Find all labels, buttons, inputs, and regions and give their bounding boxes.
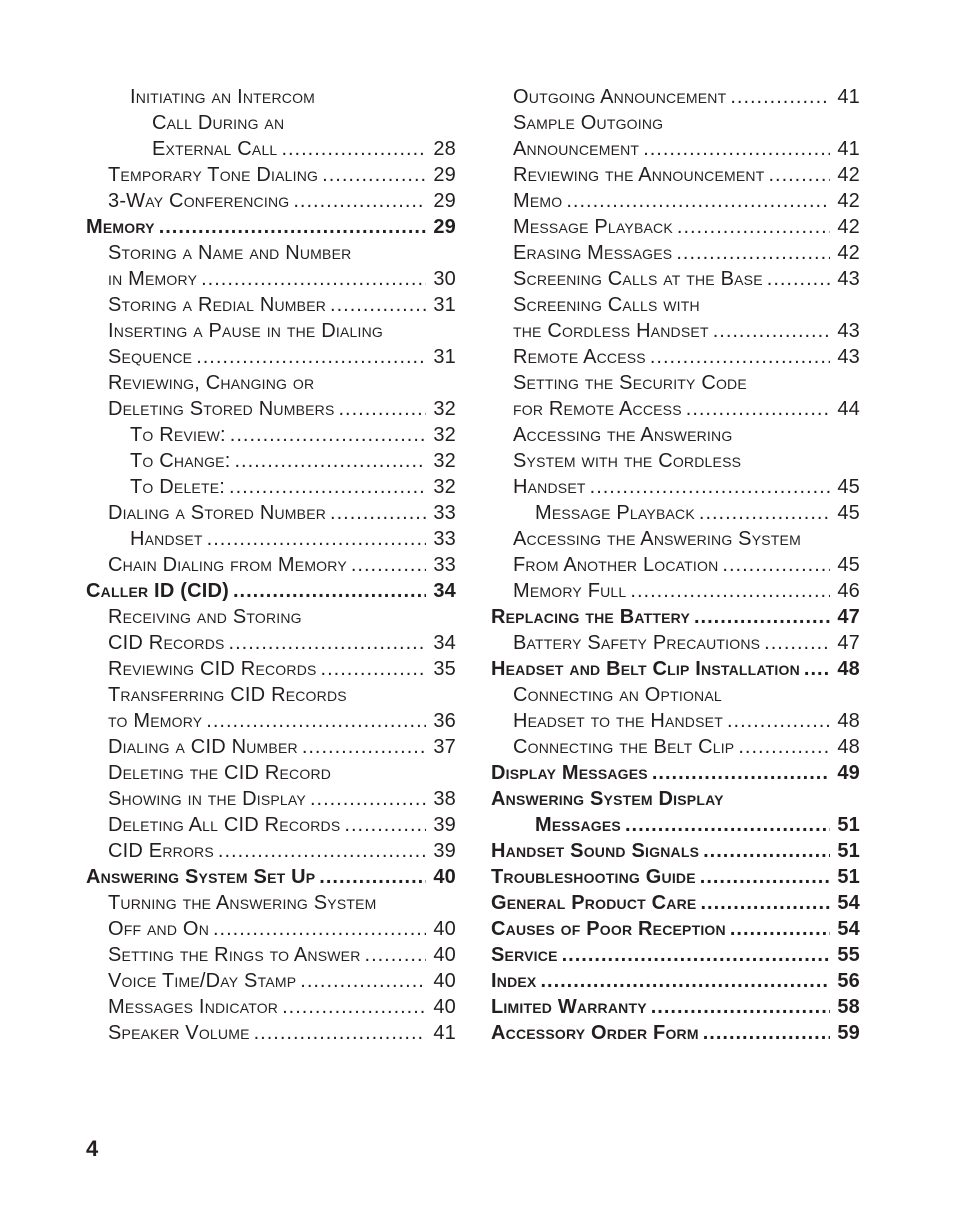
toc-entry — [491, 344, 860, 370]
toc-leader-dots — [804, 656, 830, 682]
toc-entry-page: 45 — [837, 554, 860, 576]
toc-entry-page: 40 — [433, 996, 456, 1018]
toc-entry-title: Turning the Answering System — [108, 892, 377, 914]
toc-leader-dots — [730, 916, 830, 942]
toc-entry — [86, 890, 456, 916]
toc-entry-page: 41 — [837, 138, 860, 160]
page-number: 4 — [86, 1136, 99, 1161]
toc-entry — [491, 734, 860, 760]
toc-entry-title: Off and On — [108, 918, 209, 940]
toc-leader-dots — [207, 526, 426, 552]
toc-entry-title: Call During an — [152, 112, 285, 134]
toc-entry-page: 29 — [433, 216, 456, 238]
toc-entry-title: Storing a Name and Number — [108, 242, 352, 264]
toc-entry — [86, 474, 456, 500]
toc-entry-page: 32 — [433, 424, 456, 446]
toc-entry-page: 54 — [837, 892, 860, 914]
toc-leader-dots — [344, 812, 426, 838]
toc-leader-dots — [686, 396, 830, 422]
toc-leader-dots — [676, 240, 830, 266]
toc-leader-dots — [643, 136, 830, 162]
toc-leader-dots — [319, 864, 426, 890]
toc-entry — [86, 500, 456, 526]
toc-entry-title: Service — [491, 944, 558, 966]
toc-entry-page: 44 — [837, 398, 860, 420]
toc-entry — [86, 604, 456, 630]
toc-entry-title: Receiving and Storing — [108, 606, 302, 628]
toc-entry-title: Message Playback — [513, 216, 673, 238]
toc-entry — [86, 942, 456, 968]
toc-entry-page: 31 — [433, 346, 456, 368]
toc-entry-title: Reviewing, Changing or — [108, 372, 315, 394]
toc-entry — [86, 578, 456, 604]
toc-entry — [491, 500, 860, 526]
toc-entry-page: 48 — [837, 736, 860, 758]
toc-leader-dots — [330, 500, 426, 526]
toc-leader-dots — [300, 968, 426, 994]
toc-entry — [491, 916, 860, 942]
toc-entry-title: Memo — [513, 190, 563, 212]
toc-entry-page: 34 — [433, 632, 456, 654]
toc-entry-title: Answering System Set Up — [86, 866, 316, 888]
toc-entry — [86, 682, 456, 708]
toc-entry-title: Initiating an Intercom — [130, 86, 316, 108]
toc-entry-title: Erasing Messages — [513, 242, 673, 264]
toc-entry-page: 45 — [837, 502, 860, 524]
toc-leader-dots — [768, 162, 830, 188]
toc-entry-page: 42 — [837, 216, 860, 238]
toc-entry-title: Deleting All CID Records — [108, 814, 341, 836]
toc-entry-title: Outgoing Announcement — [513, 86, 727, 108]
toc-leader-dots — [540, 968, 830, 994]
toc-entry-title: Sample Outgoing — [513, 112, 664, 134]
toc-entry — [86, 448, 456, 474]
toc-entry — [491, 1020, 860, 1046]
toc-entry-page: 46 — [837, 580, 860, 602]
toc-leader-dots — [727, 708, 830, 734]
toc-entry — [491, 604, 860, 630]
toc-leader-dots — [281, 136, 426, 162]
toc-leader-dots — [196, 344, 426, 370]
toc-left-column — [86, 84, 456, 1046]
toc-entry-page: 30 — [433, 268, 456, 290]
toc-entry — [491, 656, 860, 682]
toc-entry-title: to Memory — [108, 710, 203, 732]
toc-entry-title: Screening Calls with — [513, 294, 700, 316]
toc-entry — [86, 292, 456, 318]
toc-entry — [86, 526, 456, 552]
toc-entry-title: Showing in the Display — [108, 788, 306, 810]
toc-entry-title: Temporary Tone Dialing — [108, 164, 319, 186]
toc-entry-title: System with the Cordless — [513, 450, 742, 472]
toc-entry-page: 40 — [433, 944, 456, 966]
toc-entry-page: 40 — [433, 866, 456, 888]
toc-entry — [86, 994, 456, 1020]
toc-entry-title: for Remote Access — [513, 398, 682, 420]
toc-entry-title: To Review: — [130, 424, 226, 446]
toc-leader-dots — [365, 942, 426, 968]
toc-entry — [491, 890, 860, 916]
toc-entry-title: Answering System Display — [491, 788, 724, 810]
toc-entry — [86, 916, 456, 942]
toc-leader-dots — [310, 786, 426, 812]
toc-entry-page: 33 — [433, 554, 456, 576]
toc-entry-page: 42 — [837, 164, 860, 186]
toc-entry — [491, 864, 860, 890]
toc-entry-title: Sequence — [108, 346, 193, 368]
toc-leader-dots — [562, 942, 830, 968]
toc-entry-page: 54 — [837, 918, 860, 940]
toc-entry — [86, 708, 456, 734]
toc-entry-title: External Call — [152, 138, 278, 160]
toc-entry-page: 51 — [837, 866, 860, 888]
toc-entry — [491, 578, 860, 604]
toc-leader-dots — [699, 500, 830, 526]
toc-entry-title: Battery Safety Precautions — [513, 632, 761, 654]
toc-entry — [491, 526, 860, 552]
toc-entry — [491, 994, 860, 1020]
toc-entry-page: 51 — [837, 840, 860, 862]
toc-entry-title: Caller ID (CID) — [86, 580, 229, 602]
toc-entry-page: 39 — [433, 814, 456, 836]
toc-entry-title: Chain Dialing from Memory — [108, 554, 347, 576]
toc-leader-dots — [351, 552, 426, 578]
toc-entry-title: Headset to the Handset — [513, 710, 723, 732]
toc-leader-dots — [677, 214, 830, 240]
toc-entry-page: 43 — [837, 320, 860, 342]
toc-leader-dots — [700, 890, 830, 916]
toc-entry — [491, 708, 860, 734]
toc-leader-dots — [206, 708, 426, 734]
toc-leader-dots — [713, 318, 830, 344]
toc-entry-page: 32 — [433, 450, 456, 472]
toc-entry — [491, 318, 860, 344]
toc-entry — [491, 422, 860, 448]
toc-entry-title: Storing a Redial Number — [108, 294, 327, 316]
toc-entry-page: 31 — [433, 294, 456, 316]
toc-entry — [86, 838, 456, 864]
toc-leader-dots — [339, 396, 427, 422]
toc-entry-title: Accessory Order Form — [491, 1022, 699, 1044]
toc-entry — [86, 864, 456, 890]
toc-entry — [86, 318, 456, 344]
toc-leader-dots — [738, 734, 830, 760]
toc-entry — [491, 188, 860, 214]
toc-entry — [491, 266, 860, 292]
toc-entry-title: Reviewing CID Records — [108, 658, 317, 680]
toc-leader-dots — [322, 162, 426, 188]
toc-leader-dots — [293, 188, 426, 214]
toc-entry — [491, 84, 860, 110]
toc-leader-dots — [703, 1020, 830, 1046]
toc-entry-title: Remote Access — [513, 346, 646, 368]
toc-entry-page: 33 — [433, 502, 456, 524]
toc-entry-title: Handset — [513, 476, 586, 498]
toc-entry-title: Message Playback — [535, 502, 695, 524]
toc-entry — [491, 136, 860, 162]
toc-entry-title: Connecting the Belt Clip — [513, 736, 735, 758]
toc-entry-page: 49 — [837, 762, 860, 784]
toc-leader-dots — [722, 552, 830, 578]
toc-entry-page: 41 — [433, 1022, 456, 1044]
toc-entry-title: To Change: — [130, 450, 231, 472]
toc-entry-page: 59 — [837, 1022, 860, 1044]
toc-entry — [86, 136, 456, 162]
toc-leader-dots — [700, 864, 830, 890]
toc-entry-title: 3-Way Conferencing — [108, 190, 290, 212]
toc-entry — [86, 630, 456, 656]
toc-leader-dots — [566, 188, 830, 214]
toc-entry-page: 43 — [837, 346, 860, 368]
toc-entry-title: Index — [491, 970, 537, 992]
toc-entry — [86, 110, 456, 136]
toc-entry-title: Messages — [535, 814, 621, 836]
toc-entry — [491, 396, 860, 422]
toc-leader-dots — [321, 656, 426, 682]
toc-entry-page: 40 — [433, 918, 456, 940]
toc-entry — [491, 474, 860, 500]
toc-entry-title: Screening Calls at the Base — [513, 268, 763, 290]
toc-leader-dots — [213, 916, 426, 942]
toc-leader-dots — [625, 812, 830, 838]
toc-entry — [86, 786, 456, 812]
toc-leader-dots — [233, 578, 426, 604]
toc-leader-dots — [767, 266, 830, 292]
toc-entry — [86, 188, 456, 214]
toc-entry-page: 48 — [837, 658, 860, 680]
toc-leader-dots — [730, 84, 830, 110]
toc-entry-page: 47 — [837, 632, 860, 654]
toc-entry — [491, 214, 860, 240]
toc-entry — [491, 760, 860, 786]
toc-leader-dots — [229, 630, 426, 656]
toc-entry-title: Connecting an Optional — [513, 684, 722, 706]
toc-entry — [86, 812, 456, 838]
toc-entry — [491, 682, 860, 708]
toc-leader-dots — [330, 292, 426, 318]
toc-entry — [86, 396, 456, 422]
toc-entry-page: 40 — [433, 970, 456, 992]
toc-entry — [86, 84, 456, 110]
toc-entry-title: Setting the Security Code — [513, 372, 747, 394]
toc-leader-dots — [650, 344, 830, 370]
toc-entry-title: Speaker Volume — [108, 1022, 250, 1044]
toc-entry-title: Causes of Poor Reception — [491, 918, 726, 940]
toc-leader-dots — [630, 578, 830, 604]
toc-entry-page: 45 — [837, 476, 860, 498]
toc-entry — [491, 292, 860, 318]
toc-entry-title: Dialing a Stored Number — [108, 502, 327, 524]
toc-entry-title: Troubleshooting Guide — [491, 866, 696, 888]
toc-entry-title: Transferring CID Records — [108, 684, 347, 706]
toc-entry-page: 32 — [433, 398, 456, 420]
toc-entry-page: 47 — [837, 606, 860, 628]
toc-entry-page: 41 — [837, 86, 860, 108]
toc-entry — [86, 214, 456, 240]
toc-entry-title: CID Records — [108, 632, 225, 654]
toc-entry-title: CID Errors — [108, 840, 214, 862]
toc-entry-page: 34 — [433, 580, 456, 602]
toc-entry-title: Deleting Stored Numbers — [108, 398, 335, 420]
toc-entry-title: Deleting the CID Record — [108, 762, 332, 784]
toc-entry — [491, 812, 860, 838]
toc-entry-page: 35 — [433, 658, 456, 680]
toc-leader-dots — [159, 214, 426, 240]
toc-leader-dots — [590, 474, 830, 500]
toc-leader-dots — [201, 266, 426, 292]
toc-entry-page: 36 — [433, 710, 456, 732]
toc-leader-dots — [651, 994, 830, 1020]
toc-entry — [86, 1020, 456, 1046]
toc-entry — [491, 838, 860, 864]
toc-entry — [491, 630, 860, 656]
toc-entry-page: 29 — [433, 190, 456, 212]
toc-entry-title: Messages Indicator — [108, 996, 279, 1018]
toc-entry-title: Voice Time/Day Stamp — [108, 970, 297, 992]
toc-leader-dots — [230, 422, 426, 448]
toc-entry-page: 43 — [837, 268, 860, 290]
toc-entry-page: 58 — [837, 996, 860, 1018]
toc-entry — [86, 240, 456, 266]
toc-entry — [491, 552, 860, 578]
toc-entry — [86, 656, 456, 682]
toc-entry-title: Announcement — [513, 138, 640, 160]
toc-entry — [86, 422, 456, 448]
toc-entry-title: Display Messages — [491, 762, 648, 784]
toc-entry-title: Dialing a CID Number — [108, 736, 298, 758]
toc-leader-dots — [652, 760, 830, 786]
toc-entry-title: General Product Care — [491, 892, 697, 914]
toc-entry-title: Memory — [86, 216, 155, 238]
toc-leader-dots — [234, 448, 426, 474]
toc-entry — [491, 240, 860, 266]
toc-entry-page: 48 — [837, 710, 860, 732]
toc-entry-page: 55 — [837, 944, 860, 966]
toc-entry-page: 42 — [837, 242, 860, 264]
toc-entry-page: 28 — [433, 138, 456, 160]
toc-entry-page: 29 — [433, 164, 456, 186]
toc-right-column — [491, 84, 860, 1046]
toc-entry — [491, 448, 860, 474]
toc-entry — [86, 344, 456, 370]
toc-entry — [86, 162, 456, 188]
toc-leader-dots — [218, 838, 426, 864]
toc-entry-page: 37 — [433, 736, 456, 758]
toc-leader-dots — [764, 630, 830, 656]
toc-entry — [491, 110, 860, 136]
toc-entry — [86, 552, 456, 578]
toc-entry-title: Handset Sound Signals — [491, 840, 700, 862]
toc-entry — [86, 734, 456, 760]
toc-entry-title: Accessing the Answering System — [513, 528, 801, 550]
toc-entry — [491, 968, 860, 994]
toc-entry-page: 39 — [433, 840, 456, 862]
toc-leader-dots — [703, 838, 830, 864]
toc-entry-title: To Delete: — [130, 476, 226, 498]
toc-entry-title: Headset and Belt Clip Installation — [491, 658, 800, 680]
toc-leader-dots — [694, 604, 830, 630]
toc-entry-title: Replacing the Battery — [491, 606, 690, 628]
toc-entry-page: 56 — [837, 970, 860, 992]
toc-entry-page: 38 — [433, 788, 456, 810]
toc-entry-title: From Another Location — [513, 554, 719, 576]
toc-leader-dots — [229, 474, 426, 500]
toc-leader-dots — [282, 994, 426, 1020]
toc-entry-page: 33 — [433, 528, 456, 550]
toc-entry — [491, 942, 860, 968]
toc-entry — [86, 370, 456, 396]
toc-leader-dots — [254, 1020, 426, 1046]
toc-entry — [86, 760, 456, 786]
toc-entry-title: Memory Full — [513, 580, 627, 602]
toc-entry — [491, 786, 860, 812]
toc-entry-title: in Memory — [108, 268, 198, 290]
toc-entry-title: Limited Warranty — [491, 996, 647, 1018]
toc-entry-page: 32 — [433, 476, 456, 498]
toc-entry — [491, 370, 860, 396]
toc-entry-title: Handset — [130, 528, 203, 550]
toc-entry-title: Reviewing the Announcement — [513, 164, 765, 186]
toc-entry-title: Setting the Rings to Answer — [108, 944, 361, 966]
toc-entry-title: Accessing the Answering — [513, 424, 733, 446]
toc-entry-title: Inserting a Pause in the Dialing — [108, 320, 383, 342]
toc-entry-title: the Cordless Handset — [513, 320, 709, 342]
toc-entry — [491, 162, 860, 188]
toc-entry — [86, 968, 456, 994]
toc-entry-page: 51 — [837, 814, 860, 836]
toc-entry — [86, 266, 456, 292]
toc-leader-dots — [302, 734, 426, 760]
toc-entry-page: 42 — [837, 190, 860, 212]
